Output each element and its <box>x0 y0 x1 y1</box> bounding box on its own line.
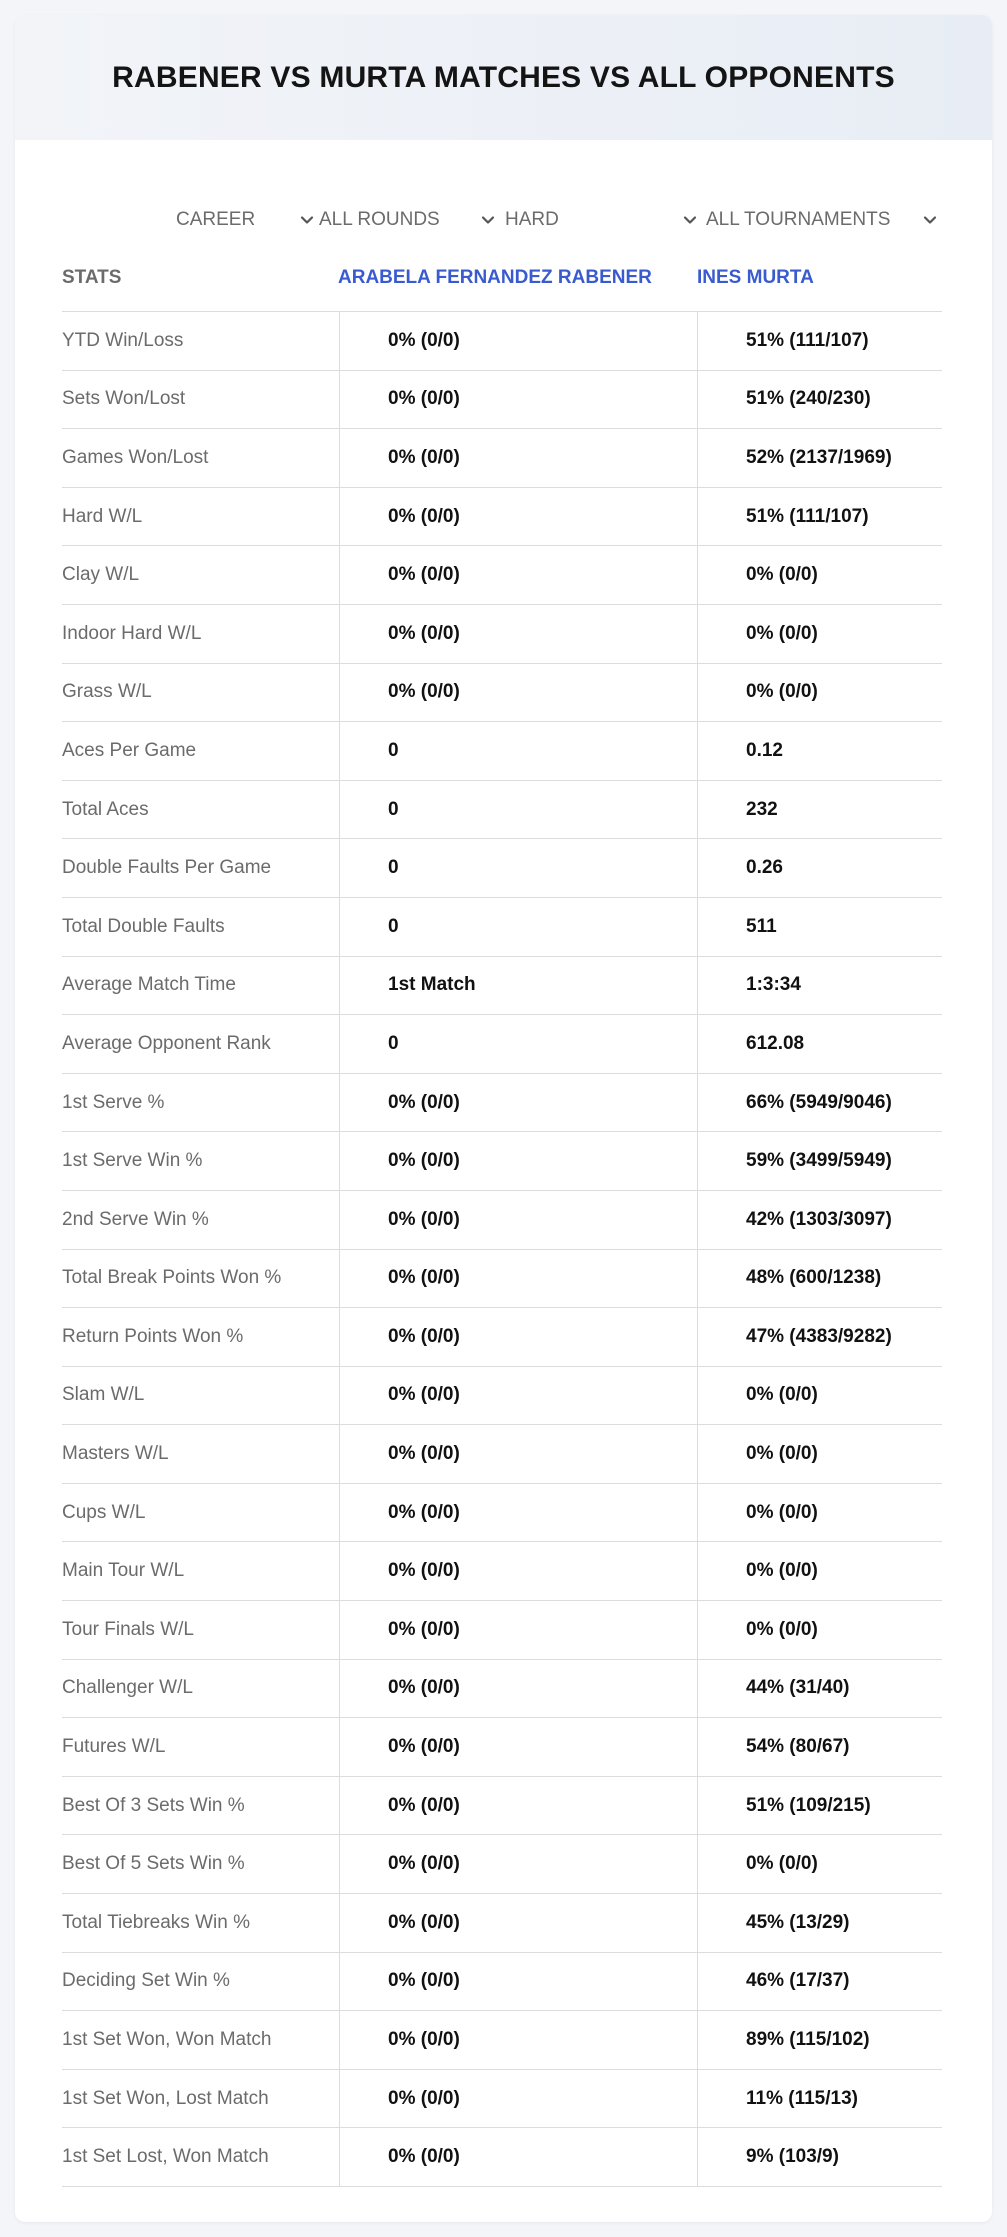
stat-label: Total Aces <box>62 798 149 820</box>
table-row <box>62 312 942 371</box>
table-row <box>62 1250 942 1309</box>
table-row <box>62 1777 942 1836</box>
player2-value: 0% (0/0) <box>697 1425 942 1483</box>
stat-label: Deciding Set Win % <box>62 1970 230 1992</box>
table-row <box>62 1132 942 1191</box>
table-row <box>62 1308 942 1367</box>
player2-value: 0% (0/0) <box>697 1367 942 1425</box>
player2-value: 51% (240/230) <box>697 371 942 429</box>
player1-value: 0% (0/0) <box>339 1367 697 1425</box>
player1-value: 0% (0/0) <box>339 1542 697 1600</box>
stat-label: Aces Per Game <box>62 739 197 761</box>
table-row <box>62 429 942 488</box>
player1-value: 0% (0/0) <box>339 605 697 663</box>
table-row <box>62 1074 942 1133</box>
player2-value: 48% (600/1238) <box>697 1250 942 1308</box>
player1-value: 0% (0/0) <box>339 1835 697 1893</box>
player1-value: 0 <box>339 1015 697 1073</box>
player1-value: 0 <box>339 722 697 780</box>
stat-label: Futures W/L <box>62 1736 166 1758</box>
player2-value: 0% (0/0) <box>697 605 942 663</box>
table-row <box>62 1484 942 1543</box>
comparison-card <box>15 15 992 2222</box>
table-row <box>62 1542 942 1601</box>
player2-link[interactable]: INES MURTA <box>697 267 814 288</box>
stats-table <box>62 311 942 2187</box>
player1-value: 0% (0/0) <box>339 546 697 604</box>
stat-label: Double Faults Per Game <box>62 857 272 879</box>
player1-value: 0% (0/0) <box>339 312 697 370</box>
surface-select[interactable] <box>505 190 698 250</box>
player1-value: 0% (0/0) <box>339 1484 697 1542</box>
player1-value: 0% (0/0) <box>339 1718 697 1776</box>
stat-label: Average Match Time <box>62 974 236 996</box>
stat-label: Best Of 5 Sets Win % <box>62 1853 245 1875</box>
player1-link[interactable]: ARABELA FERNANDEZ RABENER <box>338 267 652 288</box>
table-row <box>62 1367 942 1426</box>
stat-label: 1st Set Won, Won Match <box>62 2029 272 2051</box>
player1-value: 0% (0/0) <box>339 1132 697 1190</box>
table-row <box>62 605 942 664</box>
player2-value: 511 <box>697 898 942 956</box>
table-row <box>62 1601 942 1660</box>
stat-label: YTD Win/Loss <box>62 329 184 351</box>
chevron-down-icon <box>299 212 315 228</box>
player2-value: 51% (111/107) <box>697 312 942 370</box>
player2-value: 9% (103/9) <box>697 2128 942 2186</box>
table-row <box>62 2070 942 2129</box>
stat-label: Games Won/Lost <box>62 446 209 468</box>
period-select[interactable] <box>176 190 315 250</box>
stat-label: Tour Finals W/L <box>62 1618 194 1640</box>
stat-label: 1st Set Lost, Won Match <box>62 2146 269 2168</box>
stat-label: Clay W/L <box>62 564 140 586</box>
player1-value: 0% (0/0) <box>339 664 697 722</box>
period-select-value: CAREER <box>176 209 256 230</box>
rounds-select-value: ALL ROUNDS <box>319 209 440 230</box>
stat-label: Total Break Points Won % <box>62 1267 282 1289</box>
player1-value: 0 <box>339 898 697 956</box>
table-row <box>62 898 942 957</box>
chevron-down-icon <box>682 212 698 228</box>
player2-value: 0% (0/0) <box>697 546 942 604</box>
table-row <box>62 371 942 430</box>
player2-value: 45% (13/29) <box>697 1894 942 1952</box>
player2-value: 0% (0/0) <box>697 1542 942 1600</box>
table-row <box>62 1660 942 1719</box>
player1-value: 0% (0/0) <box>339 1894 697 1952</box>
table-row <box>62 722 942 781</box>
surface-select-value: HARD <box>505 209 559 230</box>
stat-label: Best Of 3 Sets Win % <box>62 1794 245 1816</box>
table-row <box>62 664 942 723</box>
table-row <box>62 1835 942 1894</box>
player2-value: 0% (0/0) <box>697 664 942 722</box>
player1-value: 0% (0/0) <box>339 1660 697 1718</box>
player1-value: 0% (0/0) <box>339 2070 697 2128</box>
table-row <box>62 1191 942 1250</box>
stat-label: Main Tour W/L <box>62 1560 185 1582</box>
player2-value: 1:3:34 <box>697 957 942 1015</box>
player2-value: 51% (111/107) <box>697 488 942 546</box>
table-row <box>62 957 942 1016</box>
player1-value: 0% (0/0) <box>339 1953 697 2011</box>
player1-value: 0% (0/0) <box>339 429 697 487</box>
stat-label: Sets Won/Lost <box>62 388 186 410</box>
stat-label: Total Double Faults <box>62 915 225 937</box>
table-row <box>62 1894 942 1953</box>
player2-value: 232 <box>697 781 942 839</box>
stat-label: 1st Serve % <box>62 1091 165 1113</box>
player2-value: 52% (2137/1969) <box>697 429 942 487</box>
stat-label: Hard W/L <box>62 505 143 527</box>
player2-value: 59% (3499/5949) <box>697 1132 942 1190</box>
player2-value: 0% (0/0) <box>697 1835 942 1893</box>
player1-value: 0% (0/0) <box>339 1777 697 1835</box>
table-row <box>62 546 942 605</box>
tournaments-select[interactable] <box>706 190 938 250</box>
player2-value: 46% (17/37) <box>697 1953 942 2011</box>
player2-value: 0% (0/0) <box>697 1601 942 1659</box>
filter-bar <box>15 190 992 250</box>
player1-value: 0% (0/0) <box>339 1308 697 1366</box>
player1-value: 0% (0/0) <box>339 1425 697 1483</box>
table-row <box>62 1953 942 2012</box>
player2-value: 11% (115/13) <box>697 2070 942 2128</box>
table-row <box>62 839 942 898</box>
card-header <box>15 15 992 140</box>
table-row <box>62 2128 942 2187</box>
player2-value: 51% (109/215) <box>697 1777 942 1835</box>
tournaments-select-value: ALL TOURNAMENTS <box>706 209 891 230</box>
player1-value: 0% (0/0) <box>339 1250 697 1308</box>
player1-value: 0% (0/0) <box>339 1191 697 1249</box>
player1-value: 0% (0/0) <box>339 1074 697 1132</box>
stat-label: 1st Serve Win % <box>62 1150 203 1172</box>
player1-value: 1st Match <box>339 957 697 1015</box>
stat-label: Average Opponent Rank <box>62 1032 271 1054</box>
player1-value: 0 <box>339 839 697 897</box>
stat-label: Slam W/L <box>62 1384 145 1406</box>
player2-value: 47% (4383/9282) <box>697 1308 942 1366</box>
stat-label: Total Tiebreaks Win % <box>62 1911 250 1933</box>
player1-value: 0% (0/0) <box>339 1601 697 1659</box>
player1-value: 0% (0/0) <box>339 2128 697 2186</box>
rounds-select[interactable] <box>319 190 496 250</box>
stat-label: Challenger W/L <box>62 1677 193 1699</box>
table-row <box>62 1718 942 1777</box>
stat-label: Indoor Hard W/L <box>62 622 202 644</box>
table-row <box>62 488 942 547</box>
player2-value: 66% (5949/9046) <box>697 1074 942 1132</box>
stat-label: Grass W/L <box>62 681 152 703</box>
player2-value: 0.12 <box>697 722 942 780</box>
player2-value: 0% (0/0) <box>697 1484 942 1542</box>
table-row <box>62 2011 942 2070</box>
player2-value: 612.08 <box>697 1015 942 1073</box>
chevron-down-icon <box>480 212 496 228</box>
chevron-down-icon <box>922 212 938 228</box>
player2-value: 42% (1303/3097) <box>697 1191 942 1249</box>
player2-value: 54% (80/67) <box>697 1718 942 1776</box>
player1-value: 0% (0/0) <box>339 2011 697 2069</box>
page-title: RABENER VS MURTA MATCHES VS ALL OPPONENTS <box>112 60 895 94</box>
table-row <box>62 1425 942 1484</box>
player2-value: 89% (115/102) <box>697 2011 942 2069</box>
stat-label: 1st Set Won, Lost Match <box>62 2087 269 2109</box>
stat-label: 2nd Serve Win % <box>62 1208 209 1230</box>
player1-value: 0 <box>339 781 697 839</box>
player1-value: 0% (0/0) <box>339 371 697 429</box>
stat-label: Return Points Won % <box>62 1325 244 1347</box>
stats-column-header: STATS <box>62 267 122 288</box>
player1-value: 0% (0/0) <box>339 488 697 546</box>
table-row <box>62 1015 942 1074</box>
player2-value: 0.26 <box>697 839 942 897</box>
stat-label: Cups W/L <box>62 1501 146 1523</box>
player2-value: 44% (31/40) <box>697 1660 942 1718</box>
table-row <box>62 781 942 840</box>
stat-label: Masters W/L <box>62 1443 169 1465</box>
